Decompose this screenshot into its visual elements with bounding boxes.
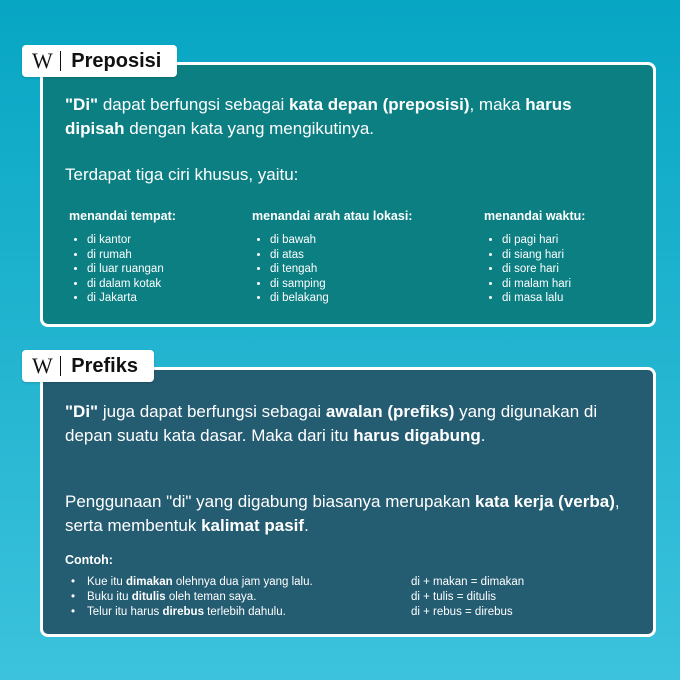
examples-label: Contoh: [65, 553, 113, 567]
preposisi-card [40, 62, 656, 327]
text-run: Telur itu harus [87, 606, 163, 618]
list-item: • di samping [270, 277, 412, 292]
text-run: Kue itu [87, 576, 126, 588]
column-heading: menandai tempat: [69, 209, 176, 223]
text-run: juga dapat berfungsi sebagai [98, 402, 326, 421]
column-list [484, 233, 585, 306]
list-item: • di belakang [270, 291, 412, 306]
example-formula: di + tulis = ditulis [411, 591, 497, 603]
bold-text: harus digabung [353, 426, 481, 445]
section-title-prefiks: Prefiks [71, 354, 138, 377]
prefiks-card [40, 367, 656, 637]
preposisi-paragraph-1 [65, 93, 635, 141]
column-heading: menandai waktu: [484, 209, 586, 223]
bold-text: direbus [162, 606, 204, 618]
list-item: • di sore hari [502, 262, 585, 277]
example-row [65, 606, 643, 620]
text-run: Buku itu [87, 591, 132, 603]
section-tag-prefiks [22, 350, 154, 382]
text-run: . [304, 516, 309, 535]
wikipedia-logo-icon: W [32, 353, 52, 378]
list-item: • di dalam kotak [87, 277, 176, 292]
bold-text: kalimat pasif [201, 516, 305, 535]
list-item: • di malam hari [502, 277, 585, 292]
preposisi-paragraph-2: Terdapat tiga ciri khusus, yaitu: [65, 165, 299, 184]
text-run: dengan kata yang mengikutinya. [124, 119, 375, 138]
text-run: olehnya dua jam yang lalu. [172, 576, 313, 588]
example-sentence [87, 591, 256, 603]
tag-divider [60, 356, 62, 376]
tag-divider [60, 51, 62, 71]
list-item: • di pagi hari [502, 233, 585, 248]
section-tag-preposisi [22, 45, 177, 77]
example-row [65, 576, 643, 590]
bold-text: kata depan (preposisi) [289, 95, 470, 114]
column-arah-lokasi [252, 209, 412, 306]
list-item: • di kantor [87, 233, 176, 248]
example-formula: di + makan = dimakan [411, 576, 525, 588]
list-item: • di masa lalu [502, 291, 585, 306]
example-row [65, 591, 643, 605]
bold-text: ditulis [131, 591, 166, 603]
list-item: • di luar ruangan [87, 262, 176, 277]
example-sentence [87, 576, 313, 588]
prefiks-paragraph-1 [65, 400, 635, 448]
example-formula: di + rebus = direbus [411, 606, 513, 618]
example-sentence [87, 606, 286, 618]
bold-text: harus dipisah [65, 95, 572, 138]
text-run: , maka [469, 95, 526, 114]
bullet-icon: • [71, 606, 76, 618]
list-item: • di Jakarta [87, 291, 176, 306]
column-list [252, 233, 412, 306]
bullet-icon: • [71, 576, 76, 588]
list-item: • di siang hari [502, 248, 585, 263]
text-run: yang digunakan di depan suatu kata dasar. Maka dari itu [65, 402, 598, 445]
column-tempat [69, 209, 176, 306]
section-title-preposisi: Preposisi [71, 49, 162, 72]
bold-text: "Di" [65, 402, 99, 421]
list-item: • di rumah [87, 248, 176, 263]
list-item: • di tengah [270, 262, 412, 277]
bold-text: kata kerja (verba) [475, 492, 615, 511]
bold-text: dimakan [126, 576, 173, 588]
wikipedia-logo-icon: W [32, 48, 52, 73]
prefiks-paragraph-2 [65, 490, 635, 538]
list-item: • di bawah [270, 233, 412, 248]
column-list [69, 233, 176, 306]
text-run: , serta membentuk [65, 492, 620, 535]
column-heading: menandai arah atau lokasi: [252, 209, 413, 223]
column-waktu [484, 209, 585, 306]
bullet-icon: • [71, 591, 76, 603]
text-run: Penggunaan "di" yang digabung biasanya merupakan [65, 492, 475, 511]
text-run: terlebih dahulu. [203, 606, 286, 618]
text-run: dapat berfungsi sebagai [98, 95, 290, 114]
text-run: . [480, 426, 486, 445]
bold-text: "Di" [65, 95, 99, 114]
list-item: • di atas [270, 248, 412, 263]
text-run: oleh teman saya. [165, 591, 257, 603]
bold-text: awalan (prefiks) [325, 402, 455, 421]
